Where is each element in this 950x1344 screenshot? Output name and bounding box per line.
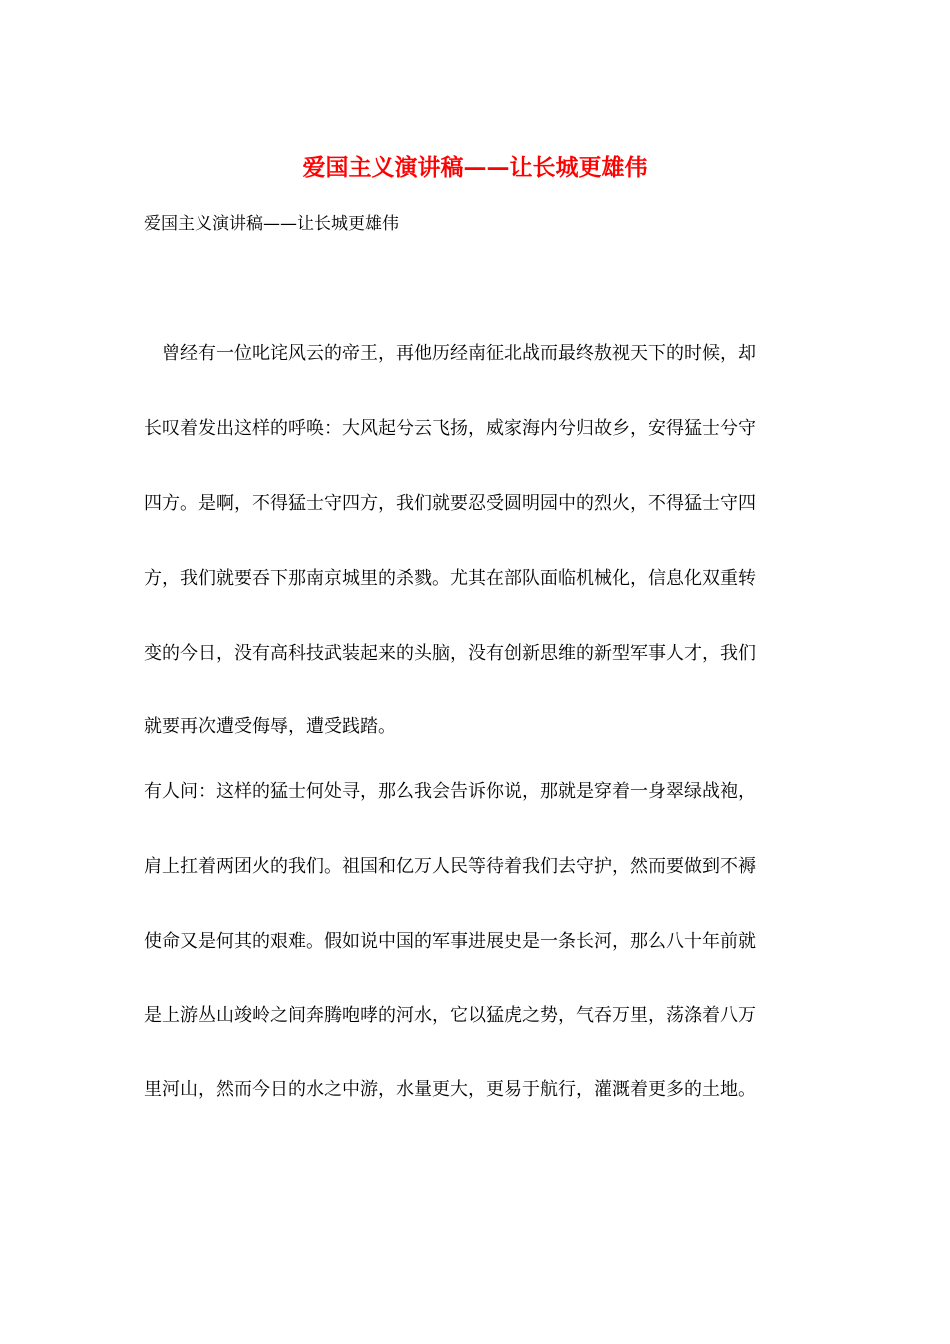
paragraph-line: 曾经有一位叱诧风云的帝王，再他历经南征北战而最终敖视天下的时候，却 <box>144 343 756 364</box>
paragraph-line: 肩上扛着两团火的我们。祖国和亿万人民等待着我们去守护，然而要做到不褥 <box>144 856 756 877</box>
paragraph-line: 四方。是啊，不得猛士守四方，我们就要忍受圆明园中的烈火，不得猛士守四 <box>144 493 756 514</box>
document-subtitle: 爱国主义演讲稿——让长城更雄伟 <box>144 214 399 234</box>
document-title: 爱国主义演讲稿——让长城更雄伟 <box>302 154 648 181</box>
paragraph-line: 是上游丛山竣岭之间奔腾咆哮的河水，它以猛虎之势，气吞万里，荡涤着八万 <box>144 1005 756 1026</box>
paragraph-line: 方，我们就要吞下那南京城里的杀戮。尤其在部队面临机械化，信息化双重转 <box>144 568 756 589</box>
paragraph-line: 就要再次遭受侮辱，遭受践踏。 <box>144 716 396 737</box>
paragraph-line: 使命又是何其的艰难。假如说中国的军事进展史是一条长河，那么八十年前就 <box>144 931 756 952</box>
paragraph-line: 里河山，然而今日的水之中游，水量更大，更易于航行，灌溉着更多的土地。 <box>144 1079 756 1100</box>
paragraph-line: 变的今日，没有高科技武装起来的头脑，没有创新思维的新型军事人才，我们 <box>144 643 756 664</box>
paragraph-line: 有人问：这样的猛士何处寻，那么我会告诉你说，那就是穿着一身翠绿战袍， <box>144 781 756 802</box>
paragraph-line: 长叹着发出这样的呼唤：大风起兮云飞扬，威家海内兮归故乡，安得猛士兮守 <box>144 418 756 439</box>
